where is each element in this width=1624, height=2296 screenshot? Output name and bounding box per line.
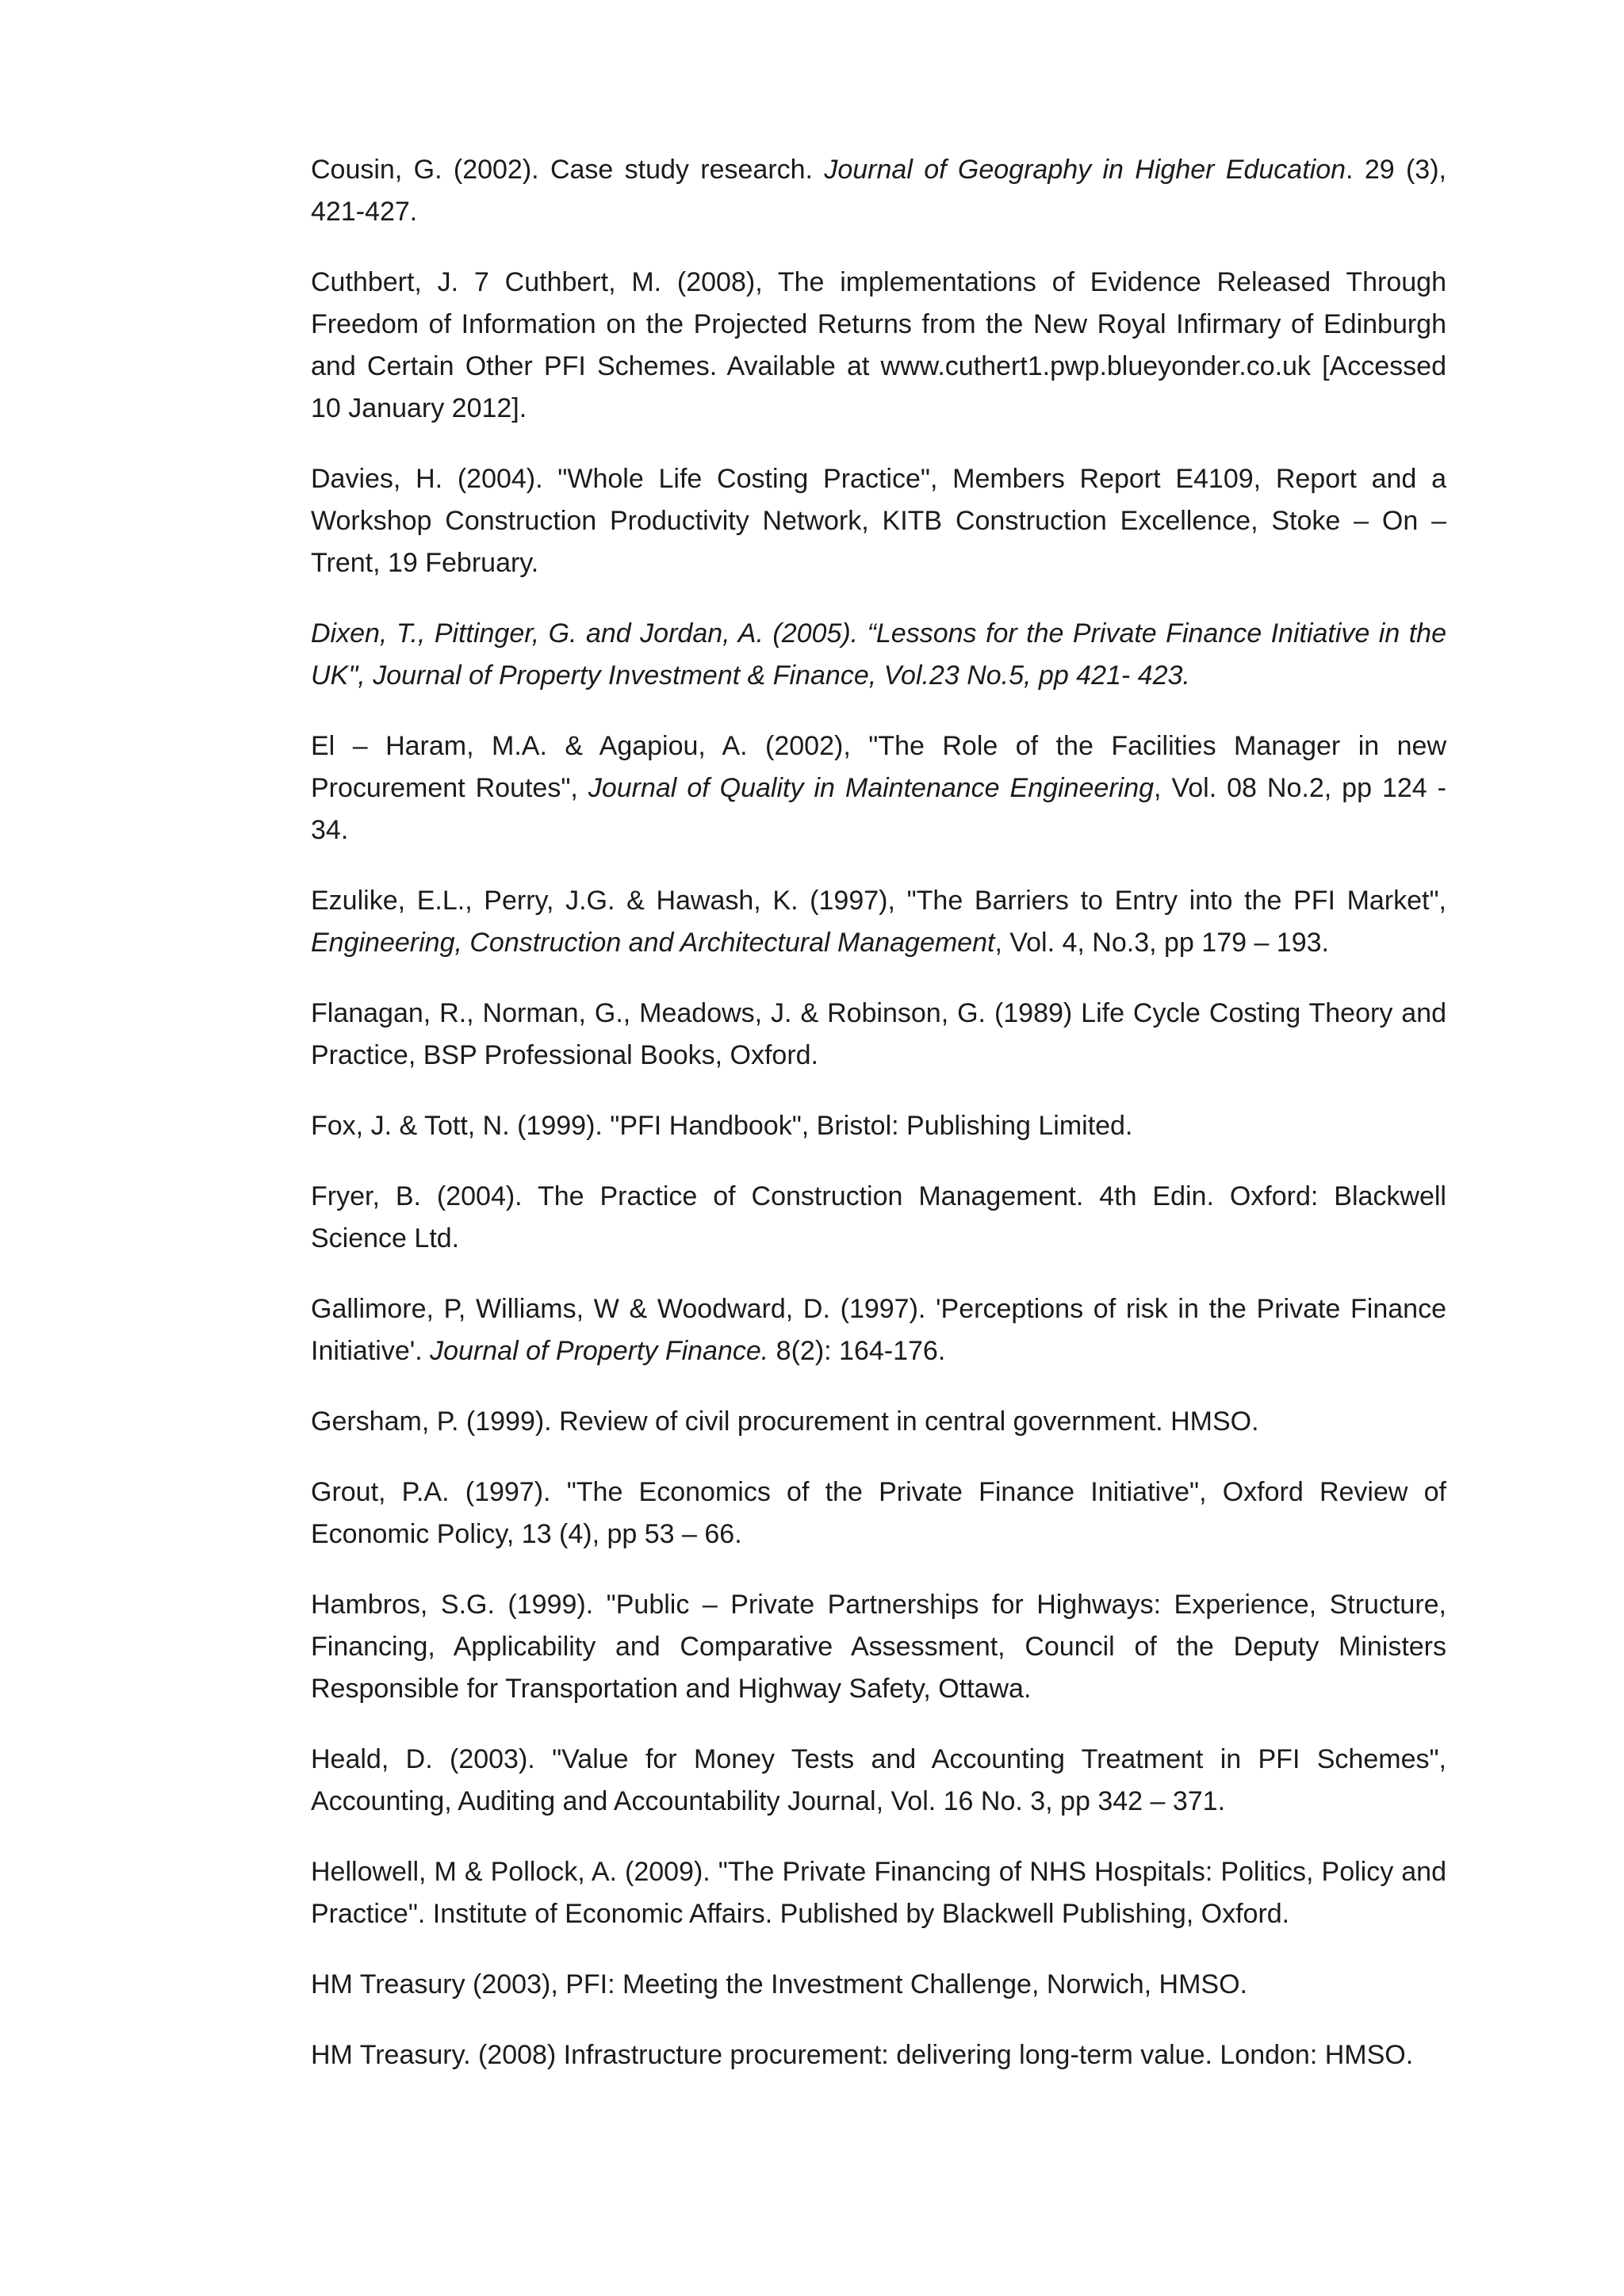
- reference-text: Gersham, P. (1999). Review of civil procurement in central government. HMSO.: [311, 1406, 1259, 1437]
- reference-text: Gallimore, P, Williams, W & Woodward, D. (1997). 'Perceptions of risk in the Private Finance Initiative'.: [311, 1294, 1446, 1366]
- reference-italic-title: Journal of Property Finance.: [430, 1336, 769, 1366]
- reference-entry: [311, 725, 1446, 851]
- reference-text: Hambros, S.G. (1999). "Public – Private Partnerships for Highways: Experience, Structure, Financing, Applicability and Comparative Assessment, Council of the Deputy Ministers Responsible for Transportation and Highway Safety, Ottawa.: [311, 1590, 1446, 1704]
- reference-text: El – Haram, M.A. & Agapiou, A. (2002), "The Role of the Facilities Manager in new Procurement Routes",: [311, 731, 1446, 803]
- reference-text: Davies, H. (2004). "Whole Life Costing Practice", Members Report E4109, Report and a Workshop Construction Productivity Network, KITB Construction Excellence, Stoke – On – Trent, 19 February.: [311, 464, 1446, 578]
- reference-entry: [311, 1105, 1446, 1147]
- reference-entry: [311, 613, 1446, 697]
- reference-entry: [311, 993, 1446, 1077]
- reference-italic-title: Journal of Quality in Maintenance Engineering: [588, 773, 1155, 803]
- reference-text: Cousin, G. (2002). Case study research.: [311, 155, 825, 185]
- reference-italic-title: Journal of Geography in Higher Education: [824, 155, 1346, 185]
- reference-text: HM Treasury. (2008) Infrastructure procurement: delivering long-term value. London: HMSO.: [311, 2040, 1414, 2070]
- reference-entry: [311, 1584, 1446, 1710]
- reference-text: Ezulike, E.L., Perry, J.G. & Hawash, K. (1997), "The Barriers to Entry into the PFI Market",: [311, 886, 1446, 916]
- reference-entry: [311, 262, 1446, 430]
- reference-entry: [311, 1471, 1446, 1556]
- reference-text: Fryer, B. (2004). The Practice of Construction Management. 4th Edin. Oxford: Blackwell Science Ltd.: [311, 1181, 1446, 1253]
- reference-text: Cuthbert, J. 7 Cuthbert, M. (2008), The implementations of Evidence Released Through Freedom of Information on the Projected Returns from the New Royal Infirmary of Edinburgh and Certain Other PFI Schemes. Available at www.cuthert1.pwp.blueyonder.co.uk [Accessed 10 January 2012].: [311, 267, 1446, 423]
- reference-text: Flanagan, R., Norman, G., Meadows, J. & Robinson, G. (1989) Life Cycle Costing Theory and Practice, BSP Professional Books, Oxford.: [311, 998, 1446, 1070]
- reference-entry: [311, 1288, 1446, 1372]
- reference-entry: [311, 458, 1446, 584]
- reference-text: Hellowell, M & Pollock, A. (2009). "The Private Financing of NHS Hospitals: Politics, Policy and Practice". Institute of Economic Affairs. Published by Blackwell Publishing, Oxford.: [311, 1857, 1446, 1929]
- reference-text: HM Treasury (2003), PFI: Meeting the Investment Challenge, Norwich, HMSO.: [311, 1969, 1248, 1999]
- reference-text: , Vol. 08 No.2, pp 124 - 34.: [311, 773, 1446, 845]
- reference-text: Fox, J. & Tott, N. (1999). "PFI Handbook", Bristol: Publishing Limited.: [311, 1111, 1133, 1141]
- reference-entry: [311, 1401, 1446, 1443]
- reference-text: . 29 (3), 421-427.: [311, 155, 1446, 227]
- reference-entry: [311, 1739, 1446, 1823]
- reference-entry: [311, 2034, 1446, 2076]
- reference-entry: [311, 1176, 1446, 1260]
- reference-italic-title: Engineering, Construction and Architectural Management: [311, 928, 995, 958]
- reference-text: 8(2): 164-176.: [768, 1336, 946, 1366]
- reference-entry: [311, 1851, 1446, 1935]
- reference-text: Grout, P.A. (1997). "The Economics of the Private Finance Initiative", Oxford Review of Economic Policy, 13 (4), pp 53 – 66.: [311, 1477, 1446, 1549]
- reference-entry: [311, 880, 1446, 964]
- reference-text: Heald, D. (2003). "Value for Money Tests and Accounting Treatment in PFI Schemes", Accounting, Auditing and Accountability Journal, Vol. 16 No. 3, pp 342 – 371.: [311, 1744, 1446, 1816]
- reference-text: Dixen, T., Pittinger, G. and Jordan, A. (2005). “Lessons for the Private Finance Initiative in the UK", Journal of Property Investment & Finance, Vol.23 No.5, pp 421- 423.: [311, 618, 1446, 691]
- reference-entry: [311, 1964, 1446, 2006]
- reference-text: , Vol. 4, No.3, pp 179 – 193.: [994, 928, 1329, 958]
- reference-list: [311, 149, 1446, 2105]
- reference-entry: [311, 149, 1446, 233]
